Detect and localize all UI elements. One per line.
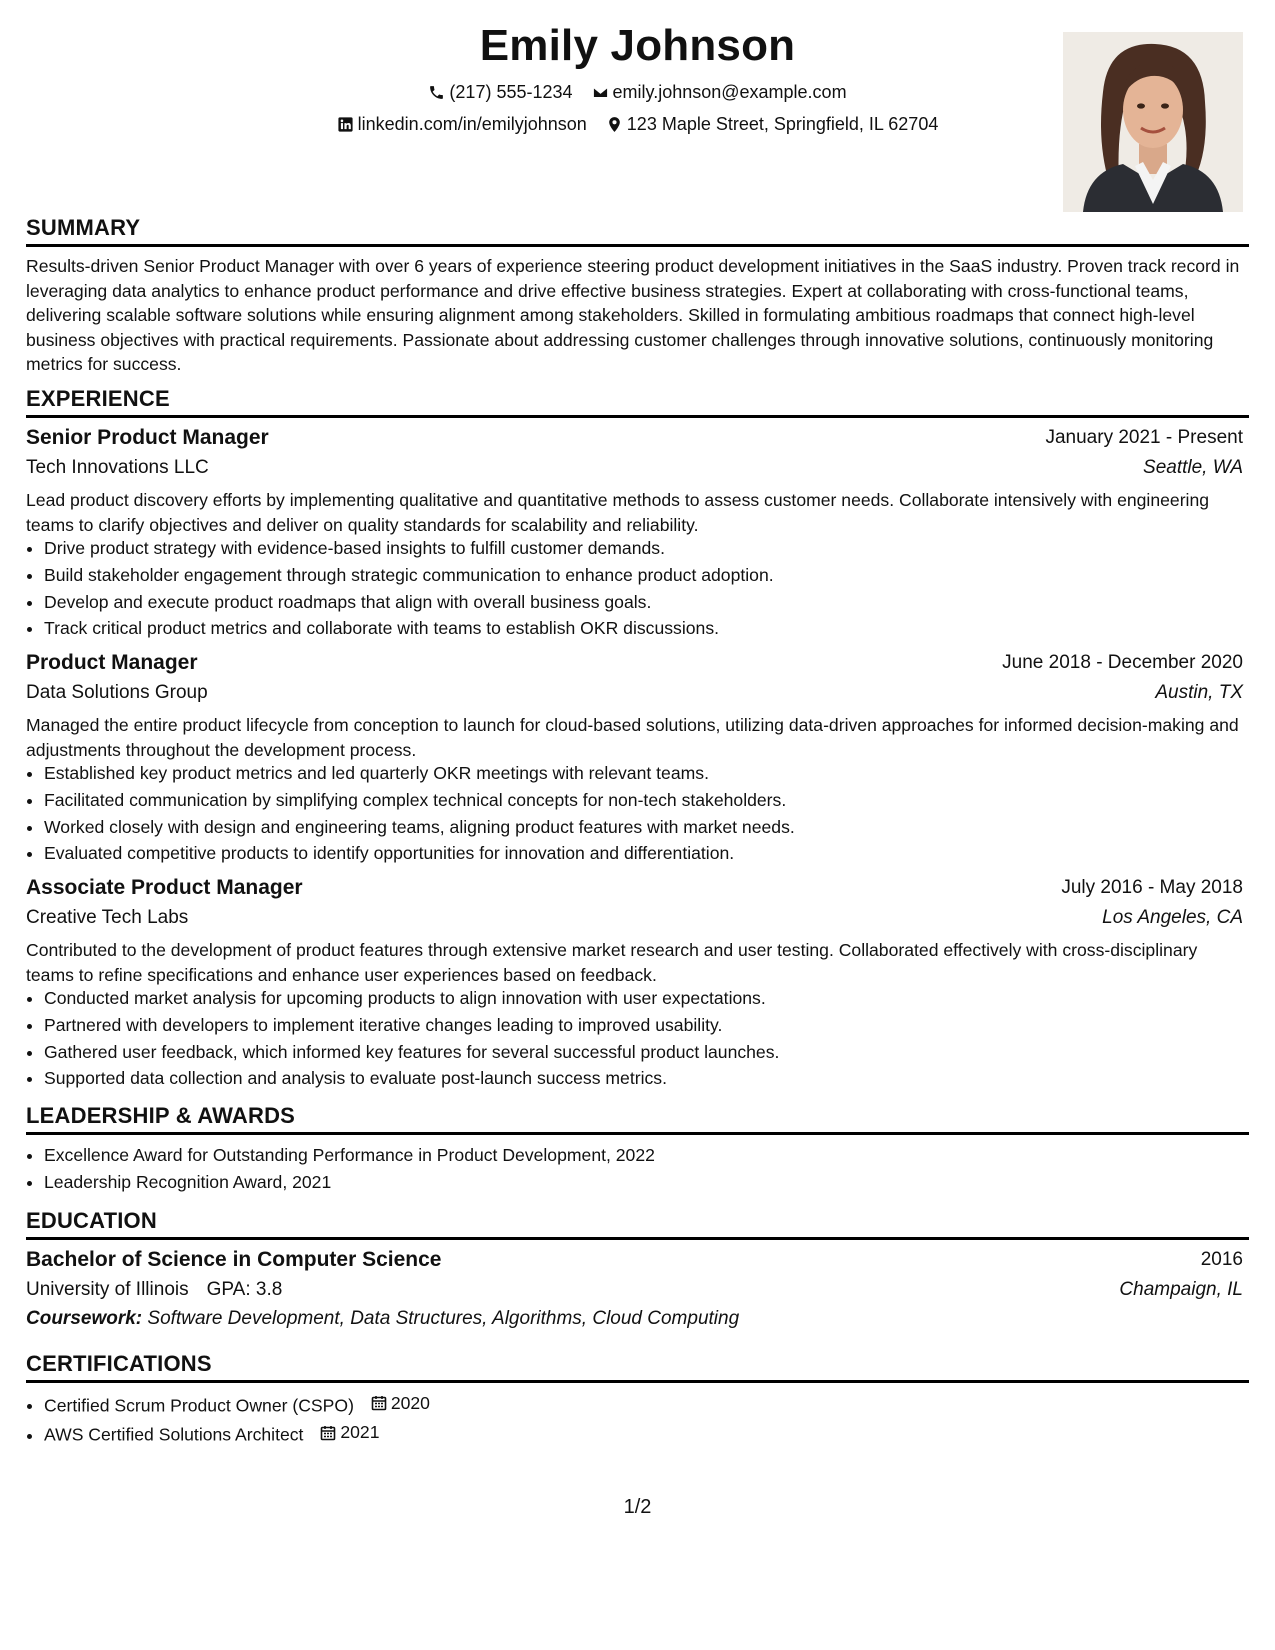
job-location: Austin, TX: [1155, 682, 1243, 703]
awards-list: [26, 1142, 1267, 1196]
list-item: • Evaluated competitive products to identify opportunities for innovation and differentiation.: [44, 840, 1267, 867]
email-contact[interactable]: [592, 80, 847, 104]
calendar-icon: [320, 1425, 336, 1441]
certifications-list: [26, 1390, 1267, 1448]
phone-text: (217) 555-1234: [449, 82, 573, 102]
list-item: • Facilitated communication by simplifying complex technical concepts for non-tech stakeholders.: [44, 787, 1267, 814]
job-location: Seattle, WA: [1143, 457, 1243, 478]
coursework-label: Coursework:: [26, 1308, 143, 1329]
list-item: • Excellence Award for Outstanding Performance in Product Development, 2022: [44, 1142, 1267, 1169]
job-description: Lead product discovery efforts by implementing qualitative and quantitative methods to assess customer needs. Collaborate intensively with engineering teams to clarify objectives and deliver on quality standards for scalability and reliability.: [26, 490, 1210, 535]
certifications-heading: CERTIFICATIONS: [26, 1351, 212, 1376]
job-description: Contributed to the development of product features through extensive market research and user testing. Collaborated effectively with cross-disciplinary teams to refine specifications and enhance user experiences based on feedback.: [26, 940, 1198, 985]
leadership-heading: LEADERSHIP & AWARDS: [26, 1103, 296, 1128]
linkedin-contact[interactable]: [337, 112, 587, 136]
section-divider: [26, 244, 1249, 247]
school-location: Champaign, IL: [1119, 1279, 1243, 1300]
list-item: • Leadership Recognition Award, 2021: [44, 1169, 1267, 1196]
certification-name: AWS Certified Solutions Architect: [44, 1424, 304, 1445]
job-dates: June 2018 - December 2020: [1002, 652, 1243, 673]
school-line: [26, 1277, 282, 1303]
calendar-icon: [371, 1395, 387, 1411]
list-item: [44, 1390, 1267, 1419]
summary-text: Results-driven Senior Product Manager with over 6 years of experience steering product development initiatives in the SaaS industry. Proven track record in leveraging data analytics to enhance product performance and drive effective business strategies. Expert at collaborating with cross-functional teams, delivering scalable software solutions while ensuring alignment among stakeholders. Skilled in formulating ambitious roadmaps that connect high-level business objectives with practical requirements. Passionate about addressing customer challenges through innovative solutions, continuously monitoring metrics for success.: [26, 256, 1240, 374]
job-dates: July 2016 - May 2018: [1061, 877, 1243, 898]
list-item: • Develop and execute product roadmaps that align with overall business goals.: [44, 589, 1267, 616]
list-item: [44, 1419, 1267, 1448]
job-title: Product Manager: [26, 651, 198, 674]
job-bullets: [26, 760, 1267, 867]
job-title: Associate Product Manager: [26, 876, 303, 899]
summary-heading: SUMMARY: [26, 215, 141, 240]
section-divider: [26, 1380, 1249, 1383]
coursework-line: [26, 1306, 739, 1332]
list-item: • Supported data collection and analysis to evaluate post-launch success metrics.: [44, 1065, 1267, 1092]
job-bullets: [26, 985, 1267, 1092]
profile-photo: [1063, 32, 1243, 212]
phone-contact: [428, 80, 572, 104]
job-description: Managed the entire product lifecycle from conception to launch for cloud-based solutions, utilizing data-driven approaches for informed decision-making and adjustments throughout the development process.: [26, 715, 1239, 760]
linkedin-icon: [337, 116, 354, 133]
job-company: Tech Innovations LLC: [26, 457, 209, 478]
job-bullets: [26, 535, 1267, 642]
job-location: Los Angeles, CA: [1102, 907, 1243, 928]
candidate-name: Emily Johnson: [479, 21, 796, 70]
envelope-icon: [592, 84, 609, 101]
certification-date: [320, 1419, 379, 1446]
list-item: • Established key product metrics and led quarterly OKR meetings with relevant teams.: [44, 760, 1267, 787]
list-item: • Build stakeholder engagement through strategic communication to enhance product adoption.: [44, 562, 1267, 589]
list-item: • Track critical product metrics and collaborate with teams to establish OKR discussions.: [44, 615, 1267, 642]
certification-date: [371, 1390, 430, 1417]
job-dates: January 2021 - Present: [1045, 427, 1243, 448]
certification-year: 2021: [340, 1422, 380, 1443]
email-text: emily.johnson@example.com: [612, 82, 847, 102]
list-item: • Worked closely with design and engineering teams, aligning product features with market needs.: [44, 814, 1267, 841]
page-number: 1/2: [623, 1496, 652, 1518]
certification-year: 2020: [390, 1393, 430, 1413]
job-company: Data Solutions Group: [26, 682, 208, 703]
list-item: • Partnered with developers to implement iterative changes leading to improved usability.: [44, 1012, 1267, 1039]
map-pin-icon: [606, 116, 623, 133]
school-name: University of Illinois: [26, 1279, 189, 1300]
address-contact: [606, 112, 939, 136]
linkedin-text: linkedin.com/in/emilyjohnson: [357, 114, 587, 134]
degree-title: Bachelor of Science in Computer Science: [26, 1248, 442, 1271]
list-item: • Gathered user feedback, which informed key features for several successful product launches.: [44, 1039, 1267, 1066]
certification-name: Certified Scrum Product Owner (CSPO): [44, 1395, 354, 1416]
job-company: Creative Tech Labs: [26, 907, 189, 928]
graduation-year: 2016: [1200, 1249, 1243, 1270]
coursework-list: Software Development, Data Structures, Algorithms, Cloud Computing: [147, 1308, 740, 1329]
experience-heading: EXPERIENCE: [26, 386, 170, 411]
list-item: • Conducted market analysis for upcoming products to align innovation with user expectations.: [44, 985, 1267, 1012]
list-item: • Drive product strategy with evidence-based insights to fulfill customer demands.: [44, 535, 1267, 562]
section-divider: [26, 415, 1249, 418]
address-text: 123 Maple Street, Springfield, IL 62704: [626, 114, 939, 134]
phone-icon: [428, 84, 445, 101]
job-title: Senior Product Manager: [26, 426, 269, 449]
section-divider: [26, 1237, 1249, 1240]
education-heading: EDUCATION: [26, 1208, 157, 1233]
gpa: GPA: 3.8: [206, 1279, 283, 1300]
resume-page: [26, 0, 1249, 1650]
section-divider: [26, 1132, 1249, 1135]
